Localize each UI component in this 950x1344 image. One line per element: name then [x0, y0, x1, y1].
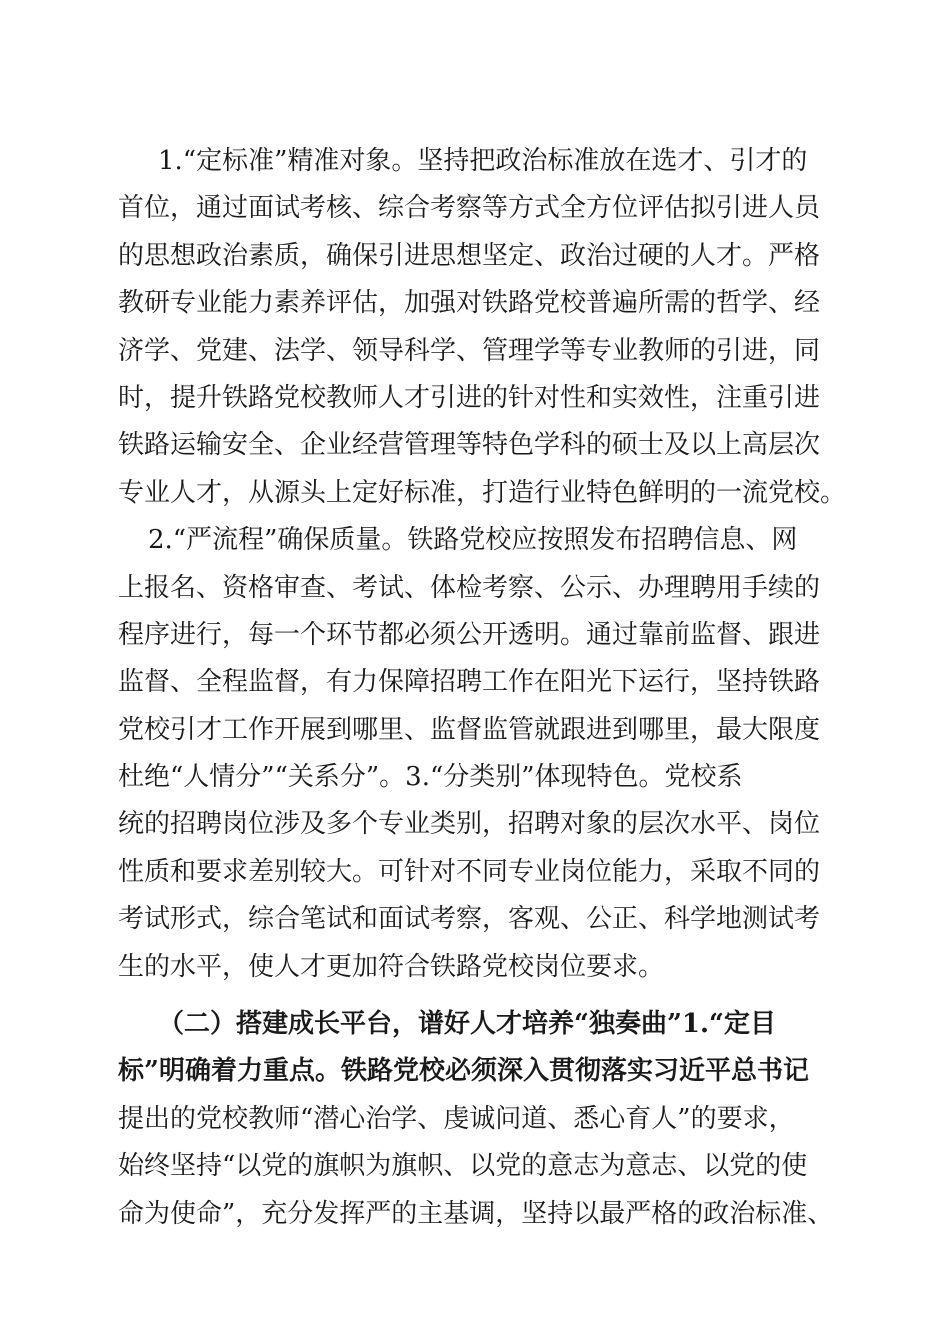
text-line-20: 标”明确着力重点。铁路党校必须深入贯彻落实习近平总书记 [118, 1056, 809, 1087]
text-line-6: 时，提升铁路党校教师人才引进的针对性和实效性，注重引进 [118, 382, 821, 413]
section-heading-line: （二）搭建成长平台，谱好人才培养“独奏曲”1.“定目 [158, 1009, 777, 1040]
text-line-22: 始终坚持“以党的旗帜为旗帜、以党的意志为意志、以党的使 [118, 1151, 808, 1182]
text-line-18: 生的水平，使人才更加符合铁路党校岗位要求。 [118, 951, 665, 982]
text-line-12: 监督、全程监督，有力保障招聘工作在阳光下运行，坚持铁路 [118, 667, 821, 698]
text-line-23: 命为使命”，充分发挥严的主基调，坚持以最严格的政治标准、 [118, 1198, 834, 1229]
text-line-13: 党校引才工作开展到哪里、监督监管就跟进到哪里，最大限度 [118, 714, 821, 745]
text-line-2: 首位，通过面试考核、综合考察等方式全方位评估拟引进人员 [118, 193, 821, 224]
text-line-5: 济学、党建、法学、领导科学、管理学等专业教师的引进，同 [118, 335, 821, 366]
text-line-21: 提出的党校教师“潜心治学、虔诚问道、悉心育人”的要求， [118, 1103, 795, 1134]
text-line-16: 性质和要求差别较大。可针对不同专业岗位能力，采取不同的 [118, 856, 821, 887]
text-line-9: 2.“严流程”确保质量。铁路党校应按照发布招聘信息、网 [148, 525, 798, 556]
text-line-7: 铁路运输安全、企业经营管理等特色学科的硕士及以上高层次 [118, 430, 821, 461]
text-line-8: 专业人才，从源头上定好标准，打造行业特色鲜明的一流党校。 [118, 477, 847, 508]
document-page [118, 138, 847, 1238]
text-line-11: 程序进行，每一个环节都必须公开透明。通过靠前监督、跟进 [118, 619, 821, 650]
text-line-14: 杜绝“人情分”“关系分”。3.“分类别”体现特色。党校系 [118, 762, 743, 793]
text-line-15: 统的招聘岗位涉及多个专业类别，招聘对象的层次水平、岗位 [118, 809, 821, 840]
text-line-10: 上报名、资格审查、考试、体检考察、公示、办理聘用手续的 [118, 572, 821, 603]
text-line-1: 1.“定标准”精准对象。坚持把政治标准放在选才、引才的 [158, 146, 808, 176]
text-line-3: 的思想政治素质，确保引进思想坚定、政治过硬的人才。严格 [118, 240, 821, 271]
text-line-4: 教研专业能力素养评估，加强对铁路党校普遍所需的哲学、经 [118, 288, 821, 319]
text-line-17: 考试形式，综合笔试和面试考察，客观、公正、科学地测试考 [118, 904, 821, 935]
